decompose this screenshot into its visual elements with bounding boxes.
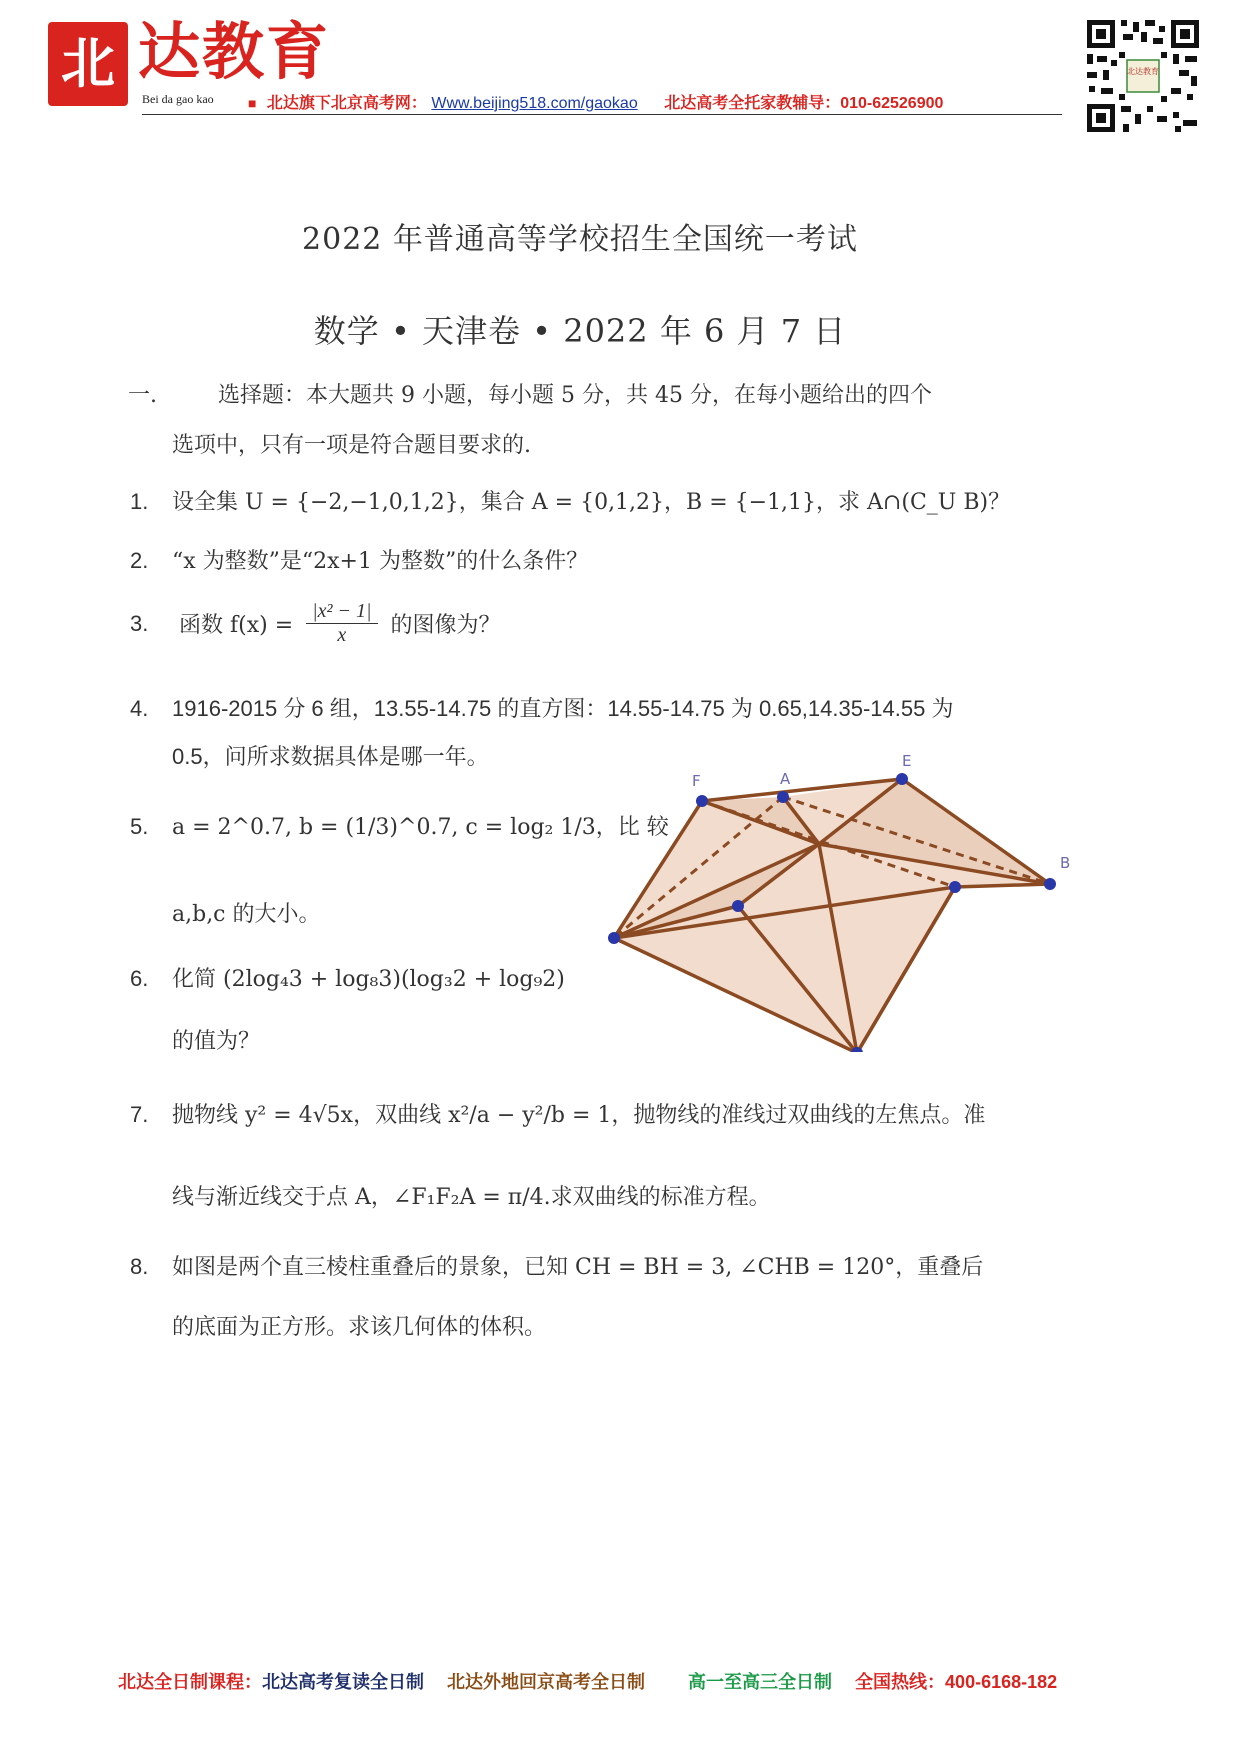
question-number: 6. bbox=[130, 966, 149, 991]
footer-course-outoftown: 北达外地回京高考全日制 bbox=[447, 1672, 646, 1692]
footer-course-highschool: 高一至高三全日制 bbox=[688, 1672, 833, 1692]
question-4 bbox=[130, 692, 953, 723]
logo-text: 达教育 bbox=[138, 15, 331, 88]
question-1 bbox=[130, 485, 1010, 516]
point-label-a: A bbox=[780, 770, 791, 788]
question-4-line2: 0.5，问所求数据具体是哪一年。 bbox=[172, 744, 489, 769]
question-3 bbox=[130, 600, 501, 662]
question-7-line2: 线与渐近线交于点 A，∠F₁F₂A = π/4.求双曲线的标准方程。 bbox=[172, 1185, 771, 1210]
qr-code[interactable] bbox=[1083, 16, 1203, 136]
prism-figure bbox=[600, 752, 1090, 1052]
question-text: 1916-2015 分 6 组，13.55-14.75 的直方图：14.55-14.75 为 0.65,14.35-14.55 为 bbox=[172, 696, 954, 721]
question-text: 化简 (2log₄3 + log₈3)(log₃2 + log₉2) bbox=[172, 967, 565, 992]
section-heading bbox=[128, 378, 932, 409]
question-text: 函数 f(x) = bbox=[179, 613, 294, 638]
question-8-line2: 的底面为正方形。求该几何体的体积。 bbox=[172, 1315, 547, 1340]
question-text-tail: 的图像为？ bbox=[390, 613, 501, 638]
fraction-denominator: x bbox=[337, 624, 347, 646]
exam-subtitle: 数学 • 天津卷 • 2022 年 6 月 7 日 bbox=[313, 312, 847, 350]
question-number: 4. bbox=[130, 696, 149, 721]
point-label-e: E bbox=[902, 752, 912, 770]
footer-course-repeat: 北达高考复读全日制 bbox=[262, 1672, 424, 1692]
question-text: 设全集 U = {−2,−1,0,1,2}，集合 A = {0,1,2}，B = {−1,1}，求 A∩(C_U B)？ bbox=[172, 490, 1011, 515]
site-link[interactable]: Www.beijing518.com/gaokao bbox=[431, 95, 638, 112]
footer-hotline: 全国热线：400-6168-182 bbox=[855, 1672, 1058, 1692]
footer bbox=[118, 1668, 1075, 1694]
fraction bbox=[306, 600, 377, 647]
hotline-label: 北达高考全托家教辅导：010-62526900 bbox=[664, 95, 944, 112]
question-number: 1. bbox=[130, 489, 149, 514]
point-label-f: F bbox=[692, 772, 701, 790]
question-5 bbox=[130, 810, 669, 841]
question-number: 2. bbox=[130, 548, 149, 573]
header-divider bbox=[142, 114, 1062, 115]
question-number: 7. bbox=[130, 1102, 149, 1127]
question-6-line2: 的值为？ bbox=[172, 1029, 261, 1054]
header-info bbox=[248, 90, 943, 113]
qr-center-text: 北达教育 bbox=[1127, 67, 1159, 76]
question-2 bbox=[130, 544, 588, 575]
fraction-numerator: |x² − 1| bbox=[306, 600, 377, 624]
question-text: 如图是两个直三棱柱重叠后的景象，已知 CH = BH = 3, ∠CHB = 120°，重叠后 bbox=[172, 1255, 984, 1280]
logo-subtitle: Bei da gao kao bbox=[142, 92, 214, 106]
question-5-line2: a,b,c 的大小。 bbox=[172, 902, 321, 927]
section-line1: 选择题：本大题共 9 小题，每小题 5 分，共 45 分，在每小题给出的四个 bbox=[218, 383, 932, 408]
question-text: a = 2^0.7, b = (1/3)^0.7, c = log₂ 1/3，比 较 bbox=[172, 815, 669, 840]
logo-mark: 北 bbox=[48, 22, 128, 106]
bullet-icon: ■ bbox=[248, 95, 257, 111]
question-number: 3. bbox=[130, 610, 149, 636]
exam-title: 2022 年普通高等学校招生全国统一考试 bbox=[302, 222, 858, 257]
site-label: 北达旗下北京高考网： bbox=[266, 95, 427, 112]
footer-courses-label: 北达全日制课程： bbox=[118, 1672, 262, 1692]
question-number: 5. bbox=[130, 814, 149, 839]
section-line2: 选项中，只有一项是符合题目要求的. bbox=[172, 433, 531, 458]
question-text: “x 为整数”是“2x+1 为整数”的什么条件？ bbox=[172, 549, 589, 574]
question-text: 抛物线 y² = 4√5x，双曲线 x²/a − y²/b = 1，抛物线的准线过双曲线的左焦点。准 bbox=[172, 1103, 986, 1128]
point-label-b: B bbox=[1060, 854, 1071, 872]
question-7 bbox=[130, 1098, 985, 1129]
question-number: 8. bbox=[130, 1254, 149, 1279]
section-marker: 一. bbox=[128, 383, 157, 408]
question-8 bbox=[130, 1250, 983, 1281]
question-6 bbox=[130, 962, 565, 993]
